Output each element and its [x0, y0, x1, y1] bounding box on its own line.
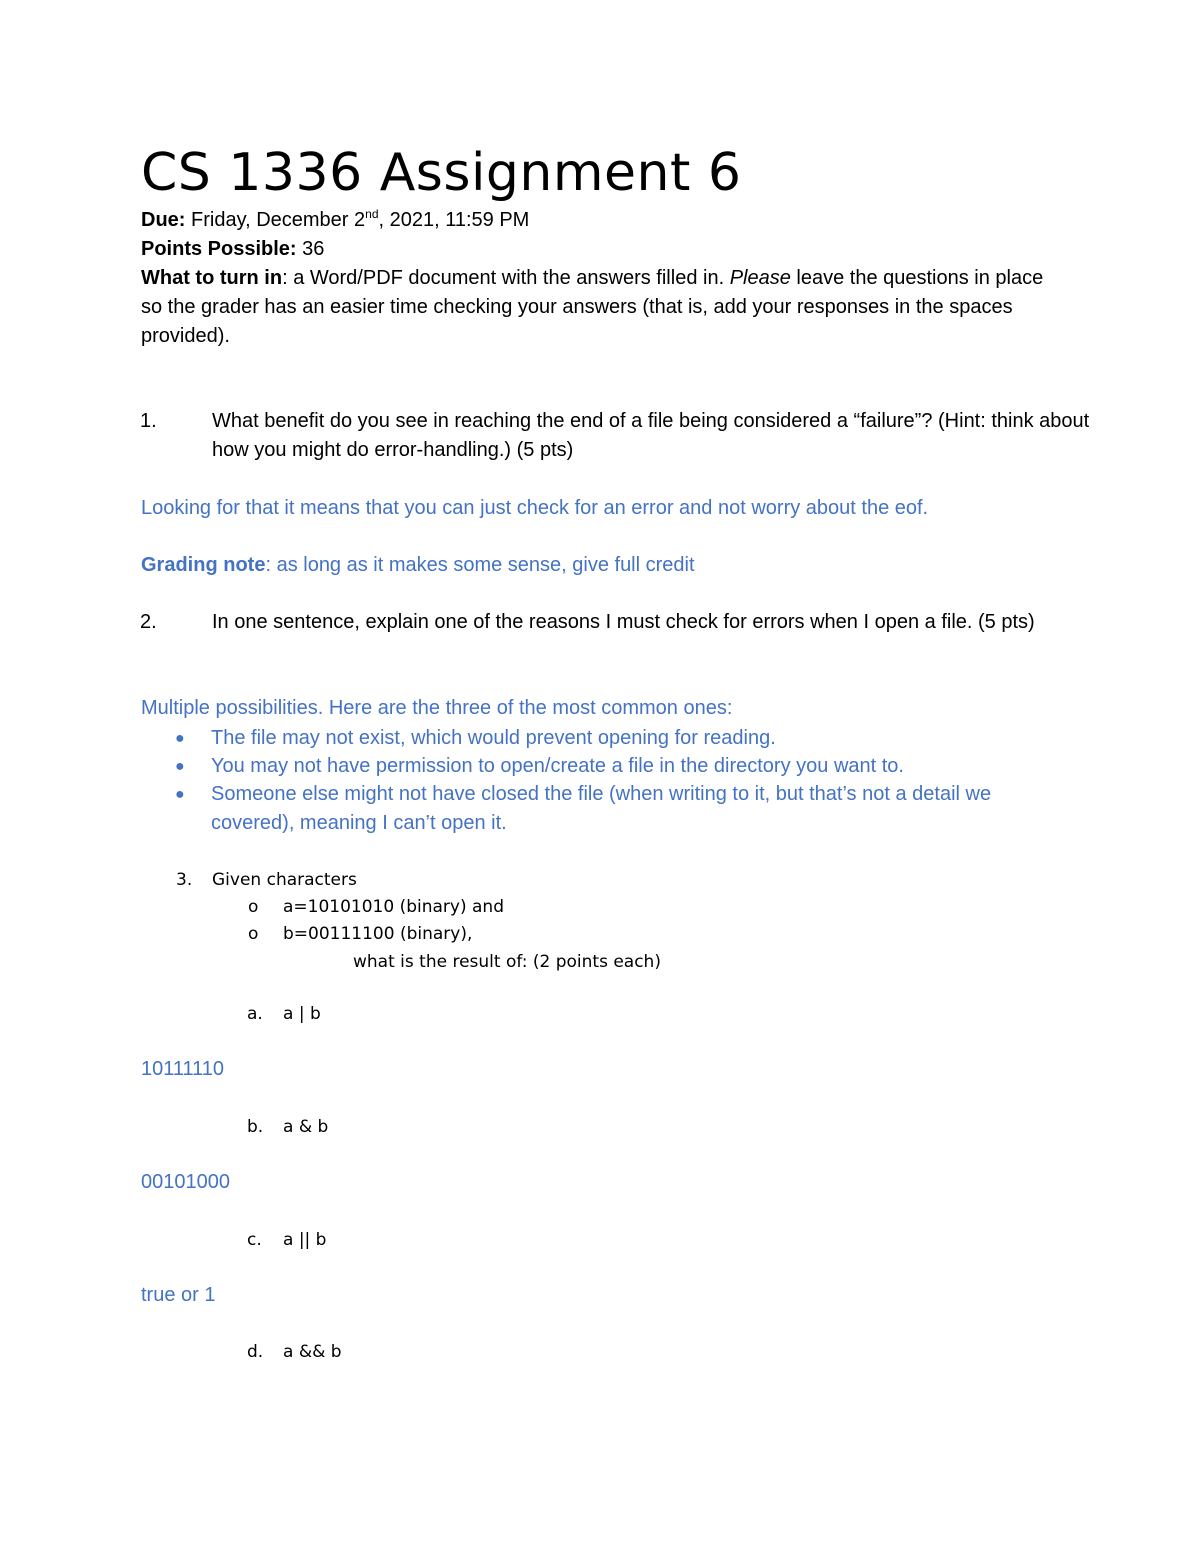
- sub-item: [248, 893, 504, 921]
- part-c-expr: a || b: [283, 1230, 327, 1250]
- question-2: [140, 608, 1102, 637]
- part-d-expr: a && b: [283, 1342, 342, 1362]
- due-line: [141, 206, 529, 235]
- list-item: [175, 780, 1061, 838]
- grading-note-text: : as long as it makes some sense, give full credit: [265, 554, 695, 576]
- part-b-expr: a & b: [283, 1117, 329, 1137]
- question-1-answer: Looking for that it means that you can just check for an error and not worry about the eof.: [141, 497, 929, 519]
- part-c: [247, 1226, 326, 1254]
- part-b-answer: 00101000: [141, 1171, 230, 1193]
- part-b: [247, 1113, 328, 1141]
- points-value: 36: [296, 238, 325, 260]
- part-c-letter: c.: [247, 1230, 262, 1250]
- sub-item-text: a=10101010 (binary) and: [283, 897, 504, 917]
- due-value-post: , 2021, 11:59 PM: [378, 209, 530, 231]
- bullet-text: You may not have permission to open/create a file in the directory you want to.: [211, 755, 904, 777]
- question-1: [140, 407, 1102, 465]
- part-a-letter: a.: [247, 1004, 263, 1024]
- question-3-text: Given characters: [212, 870, 357, 890]
- part-b-letter: b.: [247, 1117, 264, 1137]
- sub-item-marker: o: [248, 897, 259, 917]
- due-label: Due:: [141, 209, 186, 231]
- sub-item: [248, 920, 472, 948]
- turn-in-text-1: : a Word/PDF document with the answers filled in.: [282, 267, 730, 289]
- turn-in-italic: Please: [729, 267, 791, 289]
- bullet-text: The file may not exist, which would prevent opening for reading.: [211, 727, 776, 749]
- question-1-text: What benefit do you see in reaching the end of a file being considered a “failure”? (Hint: think about how you might do error-handling.) (5 pts): [212, 410, 1090, 461]
- bullet-icon: ●: [175, 786, 185, 803]
- turn-in-text-2: leave the questions in place so the grader has an easier time checking your answers (that is, add your responses in the spaces provided).: [141, 267, 1044, 347]
- list-item: [175, 752, 904, 781]
- page-title: CS 1336 Assignment 6: [141, 143, 742, 203]
- sub-item-text: b=00111100 (binary),: [283, 924, 473, 944]
- question-3-number: 3.: [176, 870, 193, 890]
- bullet-text: Someone else might not have closed the file (when writing to it, but that’s not a detail we covered), meaning I can’t open it.: [211, 783, 992, 834]
- part-d-letter: d.: [247, 1342, 264, 1362]
- bullet-icon: ●: [175, 758, 185, 775]
- points-line: [141, 235, 324, 264]
- part-d: [247, 1338, 342, 1366]
- question-3-prompt: what is the result of: (2 points each): [353, 952, 661, 972]
- turn-in-label: What to turn in: [141, 267, 283, 289]
- question-2-number: 2.: [140, 611, 157, 633]
- part-a-answer: 10111110: [141, 1058, 225, 1080]
- part-a-expr: a | b: [283, 1004, 321, 1024]
- question-3: [176, 866, 357, 894]
- turn-in-paragraph: [141, 264, 1061, 351]
- grading-note-label: Grading note: [141, 554, 266, 576]
- bullet-icon: ●: [175, 730, 185, 747]
- question-2-answer-intro: Multiple possibilities. Here are the three of the most common ones:: [141, 697, 733, 719]
- question-1-number: 1.: [140, 410, 157, 432]
- points-label: Points Possible:: [141, 238, 297, 260]
- due-value-pre: Friday, December 2: [185, 209, 366, 231]
- grading-note: [141, 551, 695, 580]
- list-item: [175, 724, 776, 753]
- due-sup: nd: [365, 207, 379, 221]
- part-c-answer: true or 1: [141, 1284, 216, 1306]
- question-2-text: In one sentence, explain one of the reasons I must check for errors when I open a file. (5 pts): [212, 611, 1035, 633]
- part-a: [247, 1000, 321, 1028]
- sub-item-marker: o: [248, 924, 259, 944]
